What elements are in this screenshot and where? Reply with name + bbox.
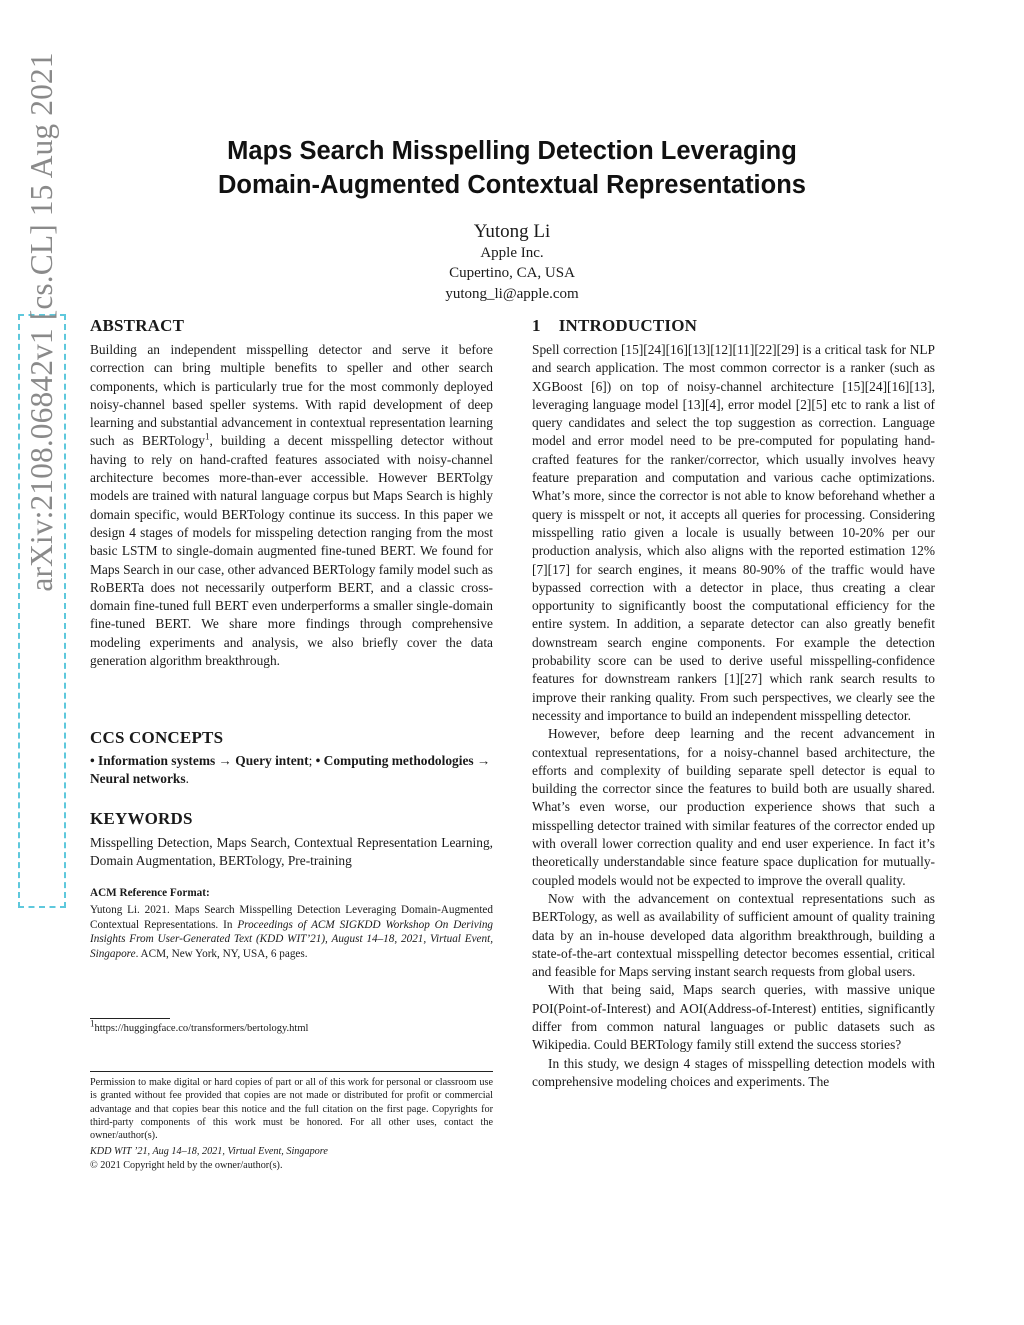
permission-notice: Permission to make digital or hard copies of part or all of this work for personal or classroom use is granted without fee provided that copies are not made or distributed for profit or commercial advantage and that copies bear this notice and the full citation on the first page. Copyrights for third-party components of this work must be honored. For all other uses, contact the owner/author(s). <box>90 1077 493 1142</box>
footnote-url[interactable]: https://huggingface.co/transformers/bertology.html <box>94 1023 309 1034</box>
abstract-heading: ABSTRACT <box>90 316 185 335</box>
acm-ref-text <box>90 903 493 961</box>
arxiv-identifier: arXiv:2108.06842v1 [cs.CL] 15 Aug 2021 <box>24 52 59 592</box>
ccs-separator: ; <box>308 753 313 768</box>
copyright-line: © 2021 Copyright held by the owner/author(s). <box>90 1160 283 1171</box>
acm-ref-heading: ACM Reference Format: <box>90 887 210 899</box>
footnote <box>90 1018 493 1037</box>
abstract-text-a: Building an independent misspelling detector and serve it before correction can bring multiple benefits to speller and other search components, which is particularly true for the most commonly deployed noisy-channel based speller systems. With rapid development of deep learning and substantial advancement in contextual representation learning such as BERTology <box>90 342 493 449</box>
intro-paragraph: Now with the advancement on contextual representations such as BERTology, as well as availability of sufficient amount of quality training data by an in-house developed data algorithm breakthrough, building a state-of-the-art contextual misspelling detector becomes essential, critical and feasible for Maps serving instant search requests from global users. <box>532 890 935 980</box>
ccs-end: . <box>185 771 189 787</box>
author-name: Yutong Li <box>473 221 551 242</box>
intro-heading <box>532 315 935 337</box>
permission-rule <box>90 1071 493 1072</box>
acm-ref-text-b: . ACM, New York, NY, USA, 6 pages. <box>135 947 308 960</box>
ccs-concepts <box>90 752 493 789</box>
footnote-ref[interactable]: 1 <box>204 432 210 443</box>
intro-paragraph: With that being said, Maps search queries, with massive unique POI(Point-of-Interest) and AOI(Address-of-Interest) entities, significantly differ from common natural languages or public datasets such as Wikipedia. Could BERTology family still extend the success stories? <box>532 982 935 1053</box>
abstract-body <box>90 341 493 670</box>
author-location: Cupertino, CA, USA <box>449 265 575 281</box>
ccs-item-1: • Information systems → Query intent <box>90 753 309 768</box>
intro-paragraph: Spell correction [15][24][16][13][12][11][22][29] is a critical task for NLP and search application. The most common corrector is a ranker (such as XGBoost [6]) on top of noisy-channel architecture [15][24][16][13], leveraging language model [13][4], error model [2][5] etc to rank a list of query candidates and select the top suggestion as correction. Language model and error model need to be pre-computed for populating hand-crafted features for the ranker/corrector, which usually involves heavy feature preparation and computation and various cache optimizations. What’s more, since the corrector is not able to know beforehand whether a query is misspelt or not, it accepts all queries for processing. Considering misspelling ratio given a locale is usually between 10-20% per our production analysis, which also aligns with the reported estimation 12% [7][17] for search engines, it means 80-90% of the traffic would have bypassed correction with a detector in place, thus creating a clear opportunity to significantly boost the computational efficiency for the entire system. In addition, a separate detector can also greatly benefit downstream search engine components. For example the detection probability score can be used to derive useful misspelling-confidence features for downstream rankers [1][27] which rank search results to improve their ranking quality. From such perspectives, we clearly see the necessity and importance to build an independent misspelling detector. <box>532 342 935 723</box>
intro-body <box>532 341 935 1091</box>
ccs-heading: CCS CONCEPTS <box>90 728 224 747</box>
intro-section-title: INTRODUCTION <box>558 316 698 335</box>
keywords-text: Misspelling Detection, Maps Search, Contextual Representation Learning, Domain Augmentation, BERTology, Pre-training <box>90 835 493 869</box>
intro-paragraph: However, before deep learning and the recent advancement in contextual representations, for a noisy-channel based architecture, the efforts and complexity of building separate spell detector is equal to building the corrector since the features to build both are usually shared. What’s even worse, our production experience shows that such a misspelling detector trained with similar features of the corrector ended up with overall lower correction quality and end user experience. In fact it’s theoretically understandable since feature space duplication for mutually-coupled models would not be expected to improve the overall quality. <box>532 726 935 888</box>
ccs-item-2: • Computing methodologies → Neural networks <box>90 753 491 787</box>
title-line-2: Domain-Augmented Contextual Representations <box>218 171 806 199</box>
permission-venue: KDD WIT ’21, Aug 14–18, 2021, Virtual Event, Singapore <box>90 1146 328 1157</box>
keywords-heading: KEYWORDS <box>90 809 193 828</box>
footnote-mark: 1 <box>90 1018 95 1029</box>
author-email[interactable]: yutong_li@apple.com <box>445 286 579 302</box>
footnote-rule <box>90 1018 170 1019</box>
title-line-1: Maps Search Misspelling Detection Leveraging <box>227 137 797 165</box>
acm-ref-venue: Proceedings of ACM SIGKDD Workshop On Deriving Insights From User-Generated Text (KDD WIT’21), August 14–18, 2021, Virtual Event, Singapore <box>90 918 494 960</box>
author-org: Apple Inc. <box>480 245 544 261</box>
acm-ref-text-a: Yutong Li. 2021. Maps Search Misspelling Detection Leveraging Domain-Augmented Contextual Representations. In <box>90 904 493 931</box>
abstract-text-b: , building a decent misspelling detector without having to rely on hand-crafted features associated with noisy-channel architecture becomes more-than-ever accessible. However BERTolgy models are trained with natural language corpus but Maps Search is highly domain specific, would BERTology continue its success. In this paper we design 4 stages of models for misspeling detection ranging from the most basic LSTM to single-domain augmented fine-tuned BERT. We found for Maps Search in our case, other advanced BERTology family model such as RoBERTa does not necessarily outperform BERT, and a classic cross-domain fine-tuned full BERT even underperforms a smaller single-domain fine-tuned BERT. We share more findings through comprehensive modeling experiments and analysis, we also briefly cover the data generation algorithm breakthrough. <box>90 433 493 669</box>
intro-paragraph: In this study, we design 4 stages of misspelling detection models with comprehensive modeling choices and experiments. The <box>532 1055 935 1089</box>
intro-section-number: 1 <box>532 316 541 335</box>
paper-title <box>100 134 924 202</box>
